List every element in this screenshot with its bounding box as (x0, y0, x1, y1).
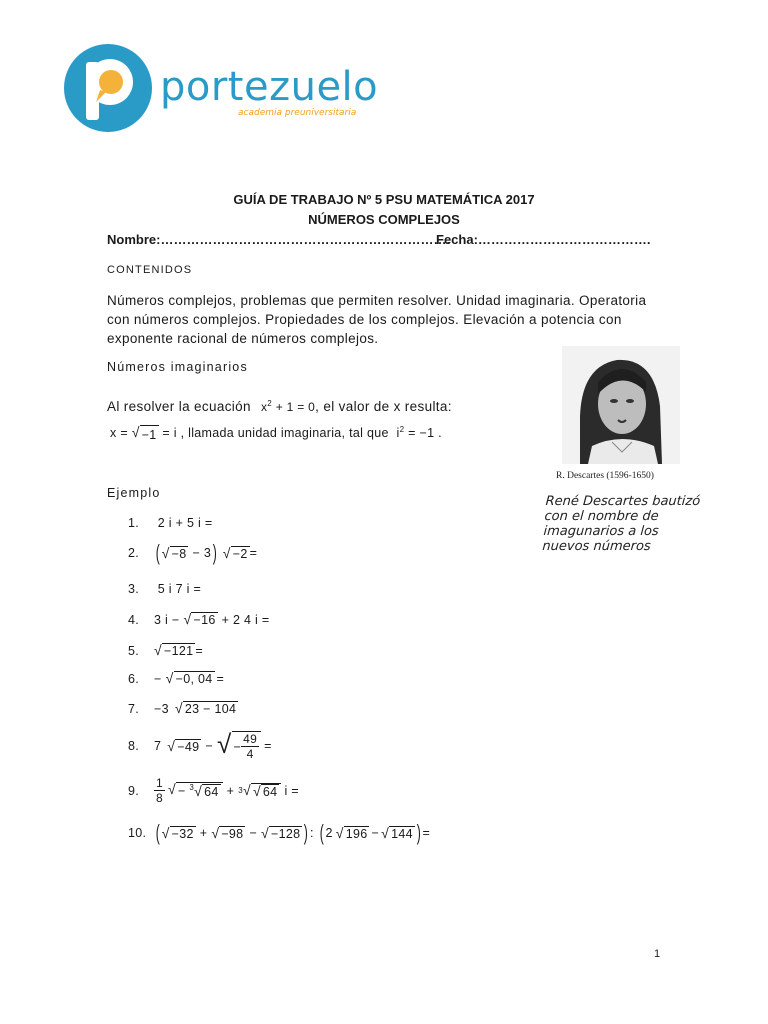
item-number: 4. (128, 612, 140, 627)
item-expression: : (310, 826, 314, 840)
equals: = (249, 546, 258, 560)
page-subtitle: NÚMEROS COMPLEJOS (308, 212, 460, 227)
sqrt: √ −1 (132, 425, 159, 445)
page-title: GUÍA DE TRABAJO Nº 5 PSU MATEMÁTICA 2017 (233, 192, 535, 207)
item-expression: 7 (154, 739, 162, 753)
logo-icon (62, 42, 154, 134)
item-number: 6. (128, 671, 140, 686)
exercise-item: 10. ( √ −32 + √ −98 − √ −128 ) : ( 2 √ 196 − √ 144 ) = (128, 820, 431, 845)
def-result: = −1 . (408, 426, 442, 441)
item-expression: 2 i + 5 i = (157, 516, 213, 530)
intro-exp: 2 (267, 399, 273, 408)
item-number: 1. (128, 516, 140, 530)
item-expression: i = (284, 783, 299, 798)
radicand: 196 (345, 826, 368, 841)
logo-tagline: academia preuniversitaria (238, 108, 357, 118)
fraction (154, 776, 165, 805)
imaginarios-definition (110, 420, 442, 445)
def-text: , llamada unidad imaginaria, tal que (180, 426, 389, 441)
radicand: 64 (262, 784, 278, 799)
logo (62, 42, 379, 137)
contenidos-line: Números complejos, problemas que permiten resolver. Unidad imaginaria. Operatoria (107, 293, 647, 308)
def-i: i (396, 426, 400, 441)
item-expression: − (154, 671, 162, 686)
exercise-item: 9. $\frac{1}{8}$ √ − $^3$ √ 64 + 3 √ √ 64 i = (128, 776, 299, 805)
exercise-item: 8. 7 √ −49 − √ − $\frac{49}{4}$ = (128, 729, 272, 761)
item-expression: 3 i − (154, 612, 180, 627)
radicand: −98 (221, 826, 244, 841)
note-line: con el nombre de (544, 509, 660, 524)
descartes-portrait (562, 346, 680, 464)
radicand: −49 (177, 739, 200, 754)
intro-eq: + 1 = 0 (275, 400, 316, 414)
item-number: 8. (128, 739, 140, 753)
exercise-item: 5. √ −121 = (128, 642, 203, 658)
item-number: 2. (128, 546, 140, 560)
radicand: −121 (163, 644, 194, 658)
exercise-item: 7. −3 √ 23 − 104 (128, 700, 237, 716)
contenidos-line: exponente racional de números complejos. (107, 331, 379, 346)
exercise-item (128, 582, 201, 596)
exercise-item: 6. − √ −0, 04 = (128, 670, 225, 686)
exercise-item: 2. ( √ −8 − 3 ) √ −2 = (128, 540, 258, 565)
radicand: 144 (391, 826, 413, 841)
portrait-caption: R. Descartes (1596-1650) (556, 471, 654, 481)
page-number: 1 (654, 948, 661, 960)
intro-text-end: , el valor de x resulta: (315, 399, 452, 414)
radicand: −32 (171, 826, 194, 841)
item-number: 5. (128, 643, 140, 658)
item-expression: − (371, 826, 380, 840)
radicand: −16 (193, 613, 216, 627)
denominator: 4 (246, 747, 254, 761)
item-expression: + 2 4 i = (221, 612, 270, 627)
radicand: −0, 04 (175, 672, 213, 686)
item-expression: 5 i 7 i = (157, 582, 202, 596)
equals: = (195, 643, 203, 658)
note-line: imagunarios a los (542, 524, 660, 539)
equals: = (422, 826, 431, 840)
note-line: nuevos números (541, 539, 652, 554)
item-number: 3. (128, 582, 140, 596)
exercise-item (128, 516, 213, 530)
radicand: −8 (171, 546, 187, 561)
nombre-field: Nombre:…………………………………………………………. (107, 232, 451, 247)
item-expression: + (226, 783, 235, 798)
contenidos-line: con números complejos. Propiedades de los complejos. Elevación a potencia con (107, 312, 622, 327)
equals: = (264, 739, 272, 753)
def-x: x = (110, 426, 128, 441)
def-rad: −1 (140, 425, 159, 445)
fraction (241, 732, 259, 761)
intro-var: x (260, 400, 268, 414)
equals: = (216, 671, 225, 686)
def-i-exp: 2 (399, 425, 405, 434)
item-expression: − (233, 739, 242, 754)
numerator: 49 (243, 732, 258, 746)
item-number: 7. (128, 701, 140, 716)
numerator: 1 (156, 776, 163, 790)
logo-name: portezuelo (160, 64, 379, 110)
portrait-image (562, 346, 680, 464)
denominator: 8 (156, 791, 163, 805)
fecha-field: Fecha:…………………………………. (436, 232, 651, 247)
descartes-note (542, 494, 701, 554)
item-expression: −3 (154, 701, 169, 716)
note-line: René Descartes bautizó (545, 494, 701, 509)
imaginarios-intro (107, 394, 452, 417)
radicand: −128 (271, 826, 301, 841)
root-index: 3 (238, 786, 243, 795)
root-index: 3 (189, 783, 195, 793)
item-number: 10. (128, 826, 147, 840)
item-expression: + (199, 826, 208, 840)
item-expression: 2 (325, 826, 333, 840)
item-expression: − 3 (192, 546, 212, 560)
exercise-item: 4. 3 i − √ −16 + 2 4 i = (128, 611, 270, 627)
intro-text: Al resolver la ecuación (107, 399, 251, 414)
contenidos-heading: CONTENIDOS (107, 264, 193, 276)
item-number: 9. (128, 783, 140, 798)
item-expression: − (205, 739, 213, 753)
item-expression: − (249, 826, 258, 840)
radicand: 23 − 104 (184, 702, 237, 716)
radicand: −2 (232, 546, 248, 561)
imaginarios-heading: Números imaginarios (107, 360, 248, 374)
def-eq: = i (162, 426, 177, 441)
radicand: 64 (204, 784, 219, 799)
ejemplo-heading: Ejemplo (107, 486, 161, 500)
